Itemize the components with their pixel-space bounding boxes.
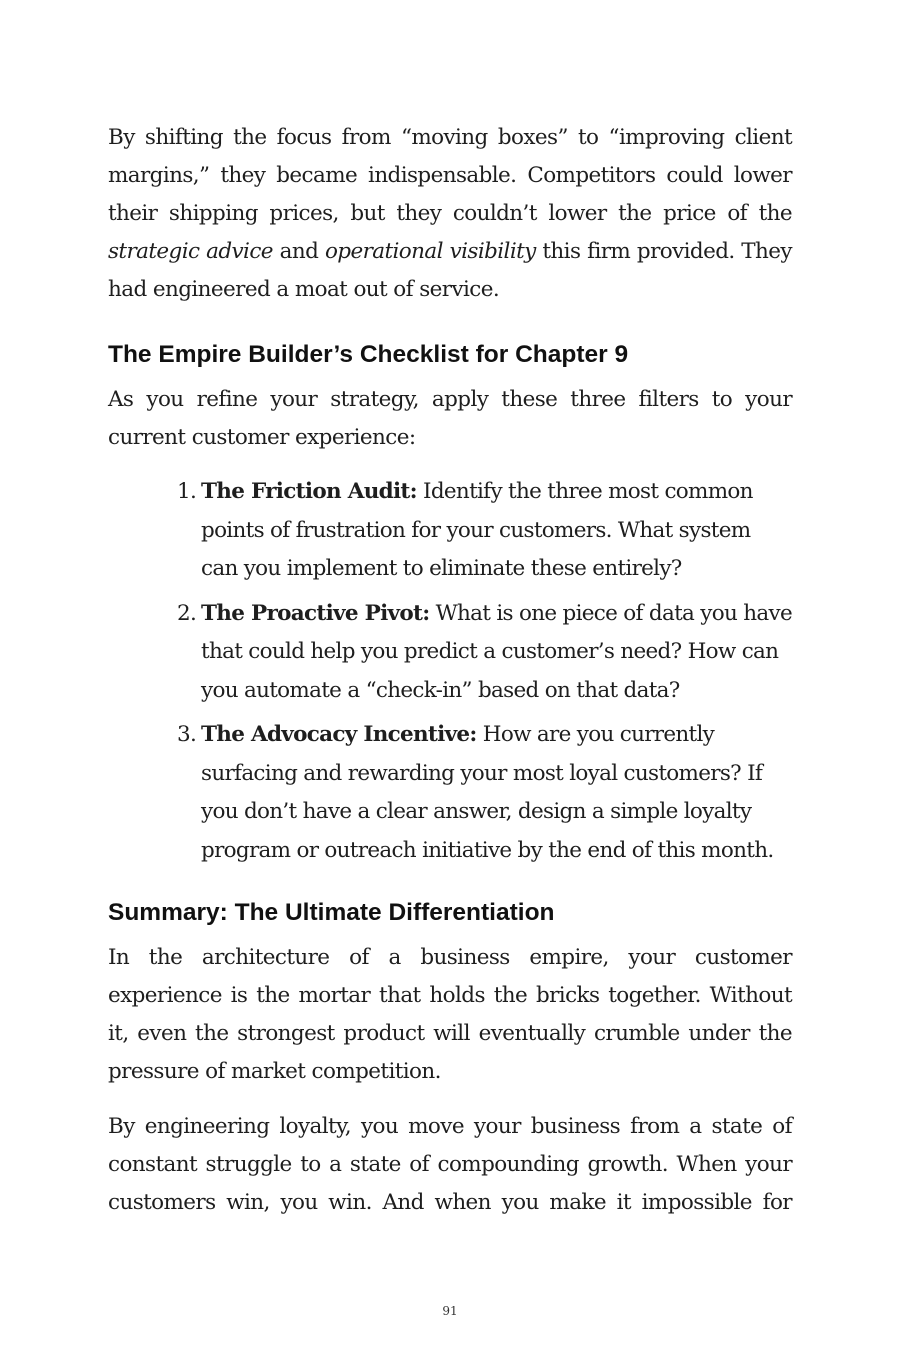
- checklist-item: [177, 595, 792, 711]
- item-text: What is one piece of data you have that could help you predict a customer’s need? How can you automate a “check-in” based on that data?: [201, 600, 792, 703]
- summary-heading: Summary: The Ultimate Differentiation: [108, 899, 555, 926]
- summary-paragraph: In the architecture of a business empire, your customer experience is the mortar that holds the bricks together. Without it, even the strongest product will eventually crumble under the pressure of market competition.: [108, 945, 792, 1084]
- checklist-intro: As you refine your strategy, apply these three filters to your current customer experience:: [108, 387, 792, 450]
- item-text: Identify the three most common points of frustration for your customers. What system can you implement to eliminate these entirely?: [201, 479, 753, 581]
- item-title: The Friction Audit:: [201, 479, 417, 504]
- summary-paragraph: By engineering loyalty, you move your business from a state of constant struggle to a state of compounding growth. When your customers win, you win. And when you make it impossible for: [108, 1114, 792, 1215]
- item-title: The Proactive Pivot:: [201, 600, 430, 626]
- emphasis-strategic-advice: strategic advice: [108, 239, 273, 264]
- paragraph-text: this firm provided. They had engineered a moat out of service.: [108, 239, 792, 302]
- checklist: [108, 473, 792, 870]
- emphasis-operational-visibility: operational visibility: [324, 239, 536, 264]
- paragraph-text: and: [272, 239, 325, 264]
- item-number: 2.: [177, 600, 197, 626]
- paragraph-text: By shifting the focus from “moving boxes” to “improving client margins,” they became indispensable. Competitors could lower their shipping prices, but they couldn’t lower the price of the: [108, 125, 792, 226]
- paragraph-moat: [108, 119, 792, 309]
- checklist-heading: The Empire Builder’s Checklist for Chapter 9: [108, 341, 629, 368]
- checklist-item: [177, 716, 792, 870]
- item-number: 1.: [177, 479, 197, 504]
- checklist-item: [177, 473, 792, 589]
- item-text: How are you currently surfacing and rewarding your most loyal customers? If you don’t have a clear answer, design a simple loyalty program or outreach initiative by the end of this month.: [201, 722, 774, 863]
- item-number: 3.: [177, 722, 197, 747]
- item-title: The Advocacy Incentive:: [201, 722, 477, 747]
- page-content: [108, 119, 792, 1222]
- page-number: 91: [442, 1304, 458, 1318]
